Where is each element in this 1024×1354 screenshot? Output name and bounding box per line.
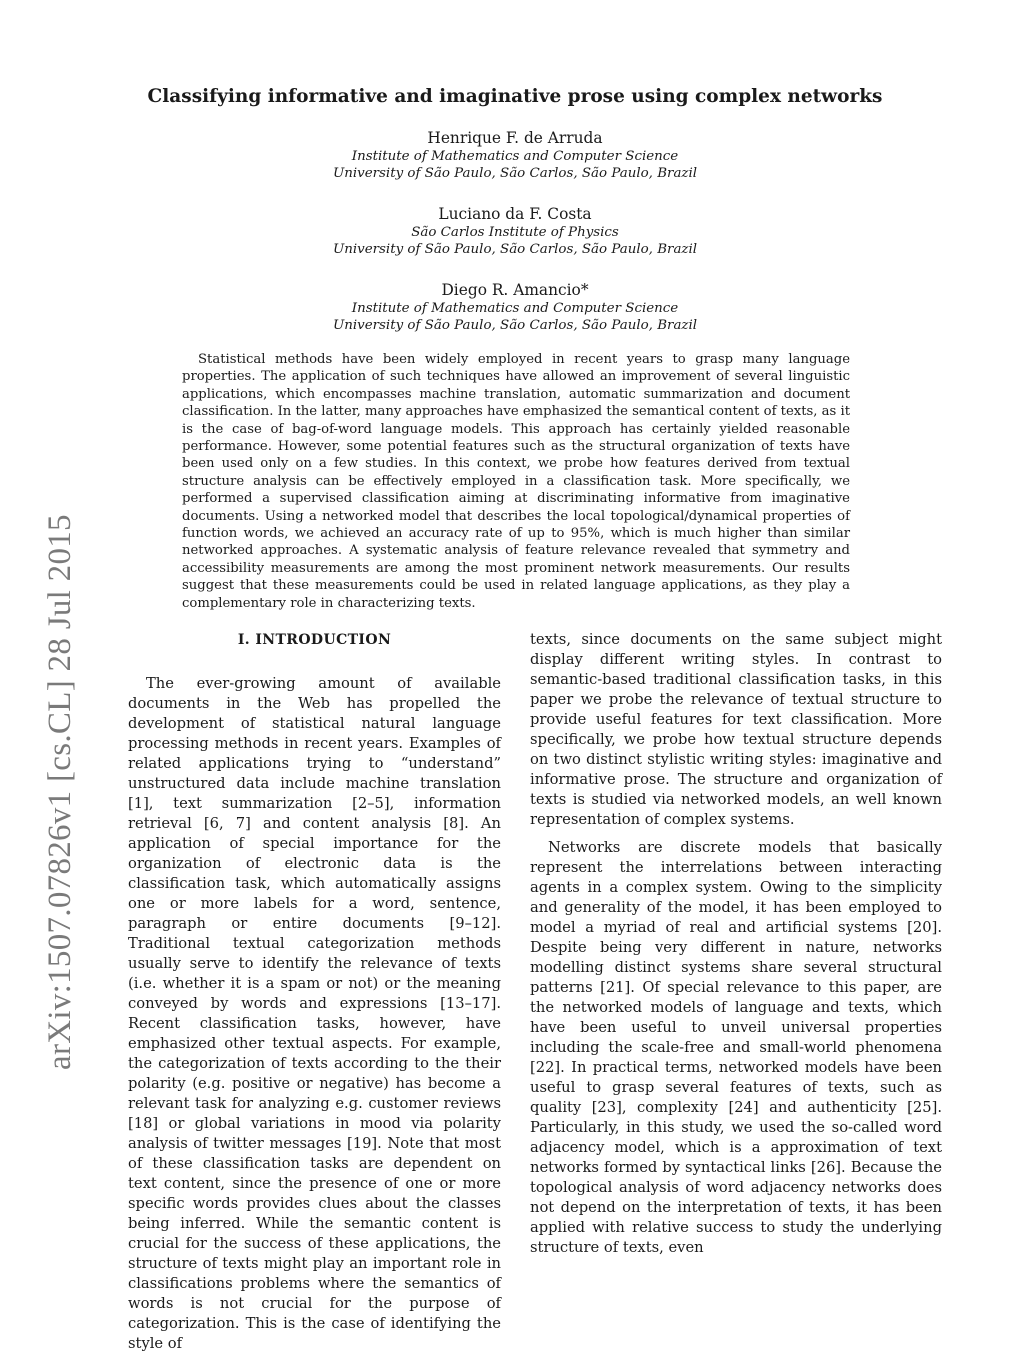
abstract-text: Statistical methods have been widely employed in recent years to grasp many language properties. The application of such techniques have allowed an improvement of several linguistic applications, which encompasses machine translation, automatic summarization and document classification. In the latter, many approaches have emphasized the semantical content of texts, as it is the case of bag-of-word language models. This approach has certainly yielded reasonable performance. However, some potential features such as the structural organization of texts have been used only on a few studies. In this context, we probe how features derived from textual structure analysis can be effectively employed in a classification task. More specifically, we performed a supervised classification aiming at discriminating informative from imaginative documents. Using a networked model that describes the local topological/dynamical properties of function words, we achieved an accuracy rate of up to 95%, which is much higher than similar networked approaches. A systematic analysis of feature relevance revealed that symmetry and accessibility measurements are among the most prominent network measurements. Our results suggest that these measurements could be used in related language applications, as they play a complementary role in characterizing texts. xyxy=(182,352,850,611)
author-affiliation: University of São Paulo, São Carlos, São Paulo, Brazil xyxy=(332,242,698,257)
author-affiliation: Institute of Mathematics and Computer Science xyxy=(351,148,679,164)
author-block-2 xyxy=(150,206,880,259)
arxiv-identifier: arXiv:1507.07826v1 [cs.CL] 28 Jul 2015 xyxy=(42,514,78,1070)
author-name: Henrique F. de Arruda xyxy=(427,129,603,147)
author-affiliation: University of São Paulo, São Carlos, São Paulo, Brazil xyxy=(332,166,698,181)
intro-paragraph-2: texts, since documents on the same subject might display different writing styles. In contrast to semantic-based traditional classification tasks, in this paper we probe the relevance of textual structure to provide useful features for text classification. More specifically, we probe how textual structure depends on two distinct stylistic writing styles: imaginative and informative prose. The structure and organization of texts is studied via networked models, an well known representation of complex systems. xyxy=(530,631,942,828)
author-name: Diego R. Amancio* xyxy=(441,281,589,299)
right-column xyxy=(530,630,942,1258)
abstract xyxy=(182,351,850,612)
paper-title: Classifying informative and imaginative prose using complex networks xyxy=(147,86,883,107)
left-column xyxy=(128,630,501,1354)
author-affiliation: Institute of Mathematics and Computer Science xyxy=(351,300,679,316)
author-block-3 xyxy=(150,282,880,335)
intro-paragraph-1: The ever-growing amount of available documents in the Web has propelled the development of statistical natural language processing methods in recent years. Examples of related applications trying to “understand” unstructured data include machine translation [1], text summarization [2–5], information retrieval [6, 7] and content analysis [8]. An application of special importance for the organization of electronic data is the classification task, which automatically assigns one or more labels for a word, sentence, paragraph or entire documents [9–12]. Traditional textual categorization methods usually serve to identify the relevance of texts (i.e. whether it is a spam or not) or the meaning conveyed by words and expressions [13–17]. Recent classification tasks, however, have emphasized other textual aspects. For example, the categorization of texts according to the their polarity (e.g. positive or negative) has become a relevant task for analyzing e.g. customer reviews [18] or global variations in mood via polarity analysis of twitter messages [19]. Note that most of these classification tasks are dependent on text content, since the presence of one or more specific words provides clues about the classes being inferred. While the semantic content is crucial for the success of these applications, the structure of texts might play an important role in classifications problems where the semantics of words is not crucial for the purpose of categorization. This is the case of identifying the style of xyxy=(128,675,501,1352)
author-name: Luciano da F. Costa xyxy=(438,205,592,223)
intro-paragraph-3: Networks are discrete models that basically represent the interrelations between interacting agents in a complex system. Owing to the simplicity and generality of the model, it has been employed to model a myriad of real and artificial systems [20]. Despite being very different in nature, networks modelling distinct systems share several structural patterns [21]. Of special relevance to this paper, are the networked models of language and texts, which have been useful to unveil universal properties including the scale-free and small-world phenomena [22]. In practical terms, networked models have been useful to grasp several features of texts, such as quality [23], complexity [24] and authenticity [25]. Particularly, in this study, we used the so-called word adjacency model, which is a approximation of text networks formed by syntactical links [26]. Because the topological analysis of word adjacency networks does not depend on the interpretation of texts, it has been applied with relative success to study the underlying structure of texts, even xyxy=(530,839,942,1256)
author-affiliation: São Carlos Institute of Physics xyxy=(411,224,619,240)
author-block-1 xyxy=(150,130,880,183)
author-affiliation: University of São Paulo, São Carlos, São Paulo, Brazil xyxy=(332,318,698,333)
section-heading-introduction: I. INTRODUCTION xyxy=(237,632,392,648)
